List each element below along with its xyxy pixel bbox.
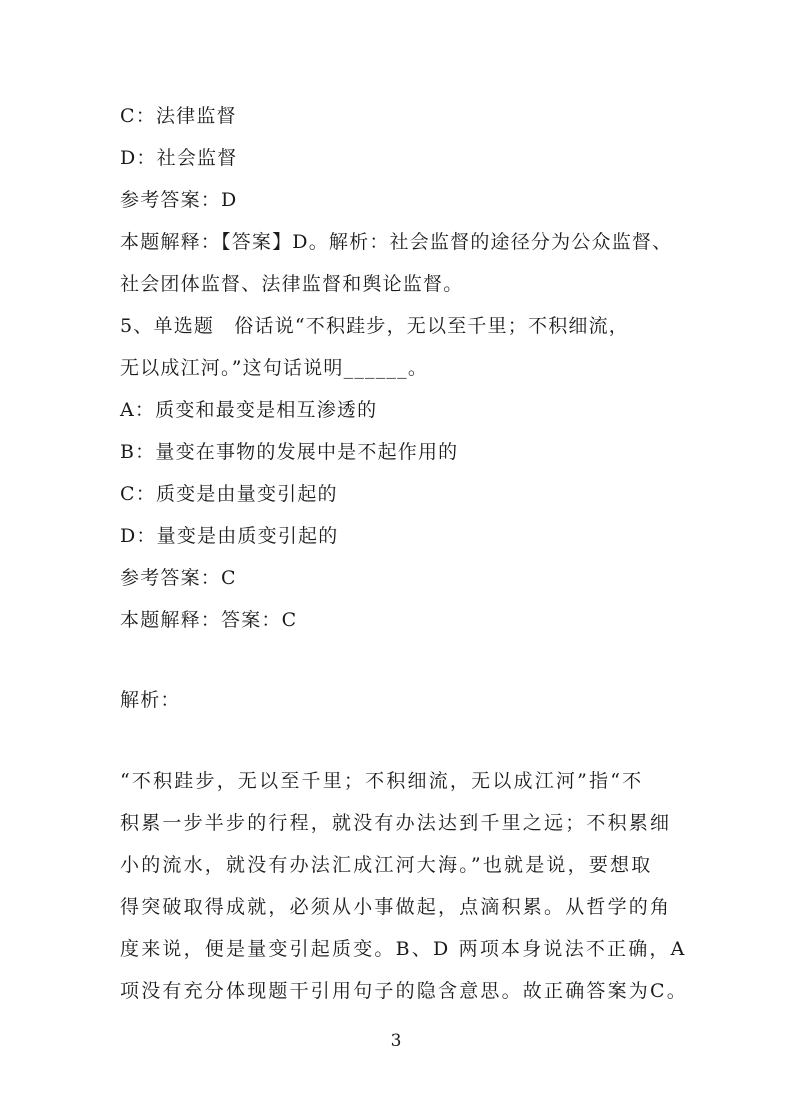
option-d-line-2: D：量变是由质变引起的 — [120, 525, 339, 547]
option-c-line-2: C：质变是由量变引起的 — [120, 483, 338, 505]
page-number: 3 — [390, 1031, 402, 1051]
analysis-paragraph-line-1: “不积跬步，无以至千里；不积细流，无以成江河”指“不 — [120, 770, 644, 792]
analysis-heading: 解析： — [120, 689, 181, 711]
option-c-line: C：法律监督 — [120, 105, 237, 127]
option-d-line: D：社会监督 — [120, 147, 238, 169]
question-5-line-1: 5、单选题 俗话说“不积跬步，无以至千里；不积细流， — [120, 315, 630, 337]
option-b-line: B：量变在事物的发展中是不起作用的 — [120, 441, 459, 463]
analysis-paragraph-line-4: 得突破取得成就，必须从小事做起，点滴积累。从哲学的角 — [120, 896, 672, 918]
analysis-paragraph-line-6: 项没有充分体现题干引用句子的隐含意思。故正确答案为C。 — [120, 980, 688, 1002]
reference-answer-line-2: 参考答案：C — [120, 567, 237, 589]
explanation-line-1: 本题解释：【答案】D。解析：社会监督的途径分为公众监督、 — [120, 231, 673, 253]
analysis-paragraph-line-3: 小的流水，就没有办法汇成江河大海。”也就是说，要想取 — [120, 854, 653, 876]
analysis-paragraph-line-2: 积累一步半步的行程，就没有办法达到千里之远；不积累细 — [120, 812, 672, 834]
explanation-answer-line: 本题解释：答案：C — [120, 609, 298, 631]
question-5-line-2: 无以成江河。”这句话说明______。 — [120, 357, 429, 379]
analysis-paragraph-line-5: 度来说，便是量变引起质变。B、D 两项本身说法不正确，A — [120, 938, 687, 960]
option-a-line: A：质变和最变是相互渗透的 — [120, 399, 378, 421]
reference-answer-line: 参考答案：D — [120, 189, 238, 211]
explanation-line-2: 社会团体监督、法律监督和舆论监督。 — [120, 273, 464, 295]
